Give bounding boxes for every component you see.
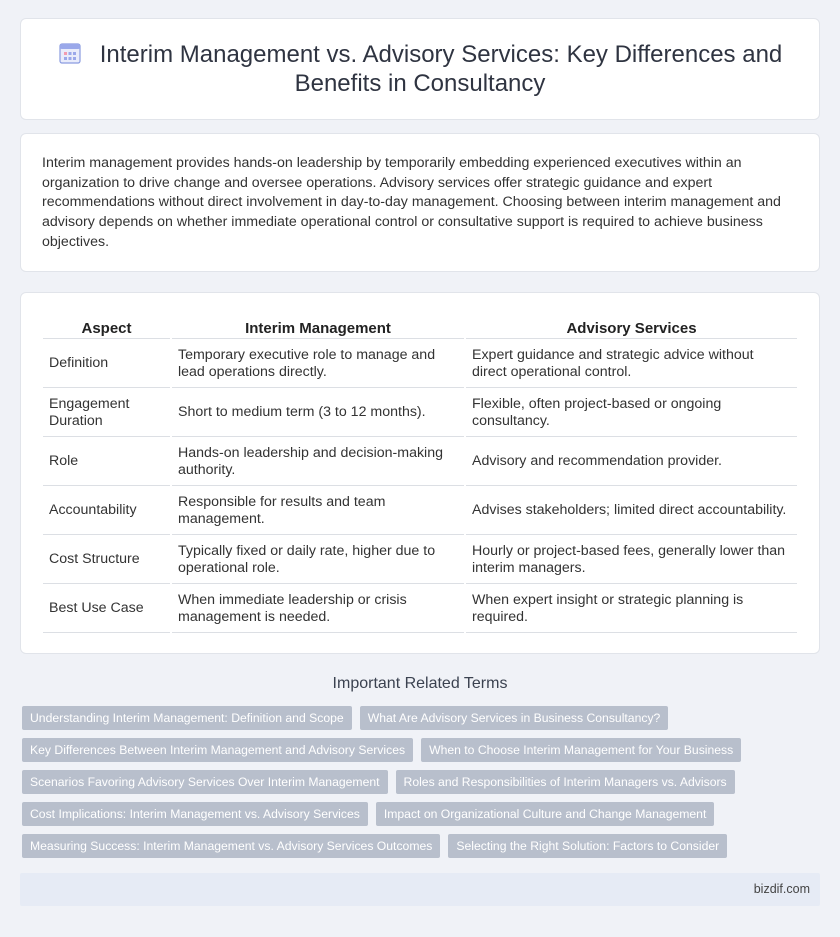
related-term-tag[interactable]: Cost Implications: Interim Management vs. Advisory Services — [22, 802, 368, 826]
comparison-table — [41, 317, 799, 635]
intro-card — [20, 133, 820, 272]
cell-advisory: Advisory and recommendation provider. — [466, 439, 797, 486]
related-term-tag[interactable]: What Are Advisory Services in Business Consultancy? — [360, 706, 669, 730]
cell-aspect: Best Use Case — [43, 586, 170, 633]
column-header-interim: Interim Management — [172, 319, 464, 339]
table-row — [43, 488, 797, 535]
cell-interim: When immediate leadership or crisis management is needed. — [172, 586, 464, 633]
column-header-aspect: Aspect — [43, 319, 170, 339]
related-term-tag[interactable]: Scenarios Favoring Advisory Services Over Interim Management — [22, 770, 388, 794]
footer-brand[interactable]: bizdif.com — [753, 882, 810, 896]
column-header-advisory: Advisory Services — [466, 319, 797, 339]
footer — [20, 873, 820, 906]
title-card — [20, 18, 820, 120]
table-header-row — [43, 319, 797, 339]
cell-aspect: Cost Structure — [43, 537, 170, 584]
cell-interim: Short to medium term (3 to 12 months). — [172, 390, 464, 437]
cell-advisory: Hourly or project-based fees, generally lower than interim managers. — [466, 537, 797, 584]
table-row — [43, 537, 797, 584]
cell-aspect: Definition — [43, 341, 170, 388]
related-term-tag[interactable]: Understanding Interim Management: Definition and Scope — [22, 706, 352, 730]
table-row — [43, 586, 797, 633]
page-title — [50, 40, 790, 98]
cell-interim: Typically fixed or daily rate, higher due to operational role. — [172, 537, 464, 584]
table-row — [43, 390, 797, 437]
cell-aspect: Role — [43, 439, 170, 486]
cell-aspect: Engagement Duration — [43, 390, 170, 437]
related-terms-heading: Important Related Terms — [332, 675, 508, 692]
related-term-tag[interactable]: Key Differences Between Interim Management and Advisory Services — [22, 738, 413, 762]
calendar-icon — [58, 41, 82, 65]
related-term-tag[interactable]: When to Choose Interim Management for Your Business — [421, 738, 741, 762]
table-row — [43, 439, 797, 486]
cell-advisory: When expert insight or strategic planning is required. — [466, 586, 797, 633]
cell-advisory: Advises stakeholders; limited direct accountability. — [466, 488, 797, 535]
related-term-tag[interactable]: Roles and Responsibilities of Interim Managers vs. Advisors — [396, 770, 735, 794]
page-title-text: Interim Management vs. Advisory Services: Key Differences and Benefits in Consultancy — [99, 41, 783, 97]
related-terms-list — [22, 706, 818, 858]
cell-advisory: Flexible, often project-based or ongoing consultancy. — [466, 390, 797, 437]
cell-advisory: Expert guidance and strategic advice without direct operational control. — [466, 341, 797, 388]
cell-aspect: Accountability — [43, 488, 170, 535]
related-term-tag[interactable]: Selecting the Right Solution: Factors to Consider — [448, 834, 727, 858]
related-term-tag[interactable]: Impact on Organizational Culture and Change Management — [376, 802, 715, 826]
intro-paragraph: Interim management provides hands-on leadership by temporarily embedding experienced executives within an organization to drive change and oversee operations. Advisory services offer strategic guidance and expert recommendations without direct involvement in day-to-day management. Choosing between interim management and advisory depends on whether immediate operational control or consultative support is required to achieve business objectives. — [42, 155, 781, 250]
comparison-card — [20, 292, 820, 654]
table-row — [43, 341, 797, 388]
cell-interim: Hands-on leadership and decision-making authority. — [172, 439, 464, 486]
table-body — [43, 341, 797, 633]
related-term-tag[interactable]: Measuring Success: Interim Management vs. Advisory Services Outcomes — [22, 834, 440, 858]
cell-interim: Responsible for results and team management. — [172, 488, 464, 535]
cell-interim: Temporary executive role to manage and lead operations directly. — [172, 341, 464, 388]
